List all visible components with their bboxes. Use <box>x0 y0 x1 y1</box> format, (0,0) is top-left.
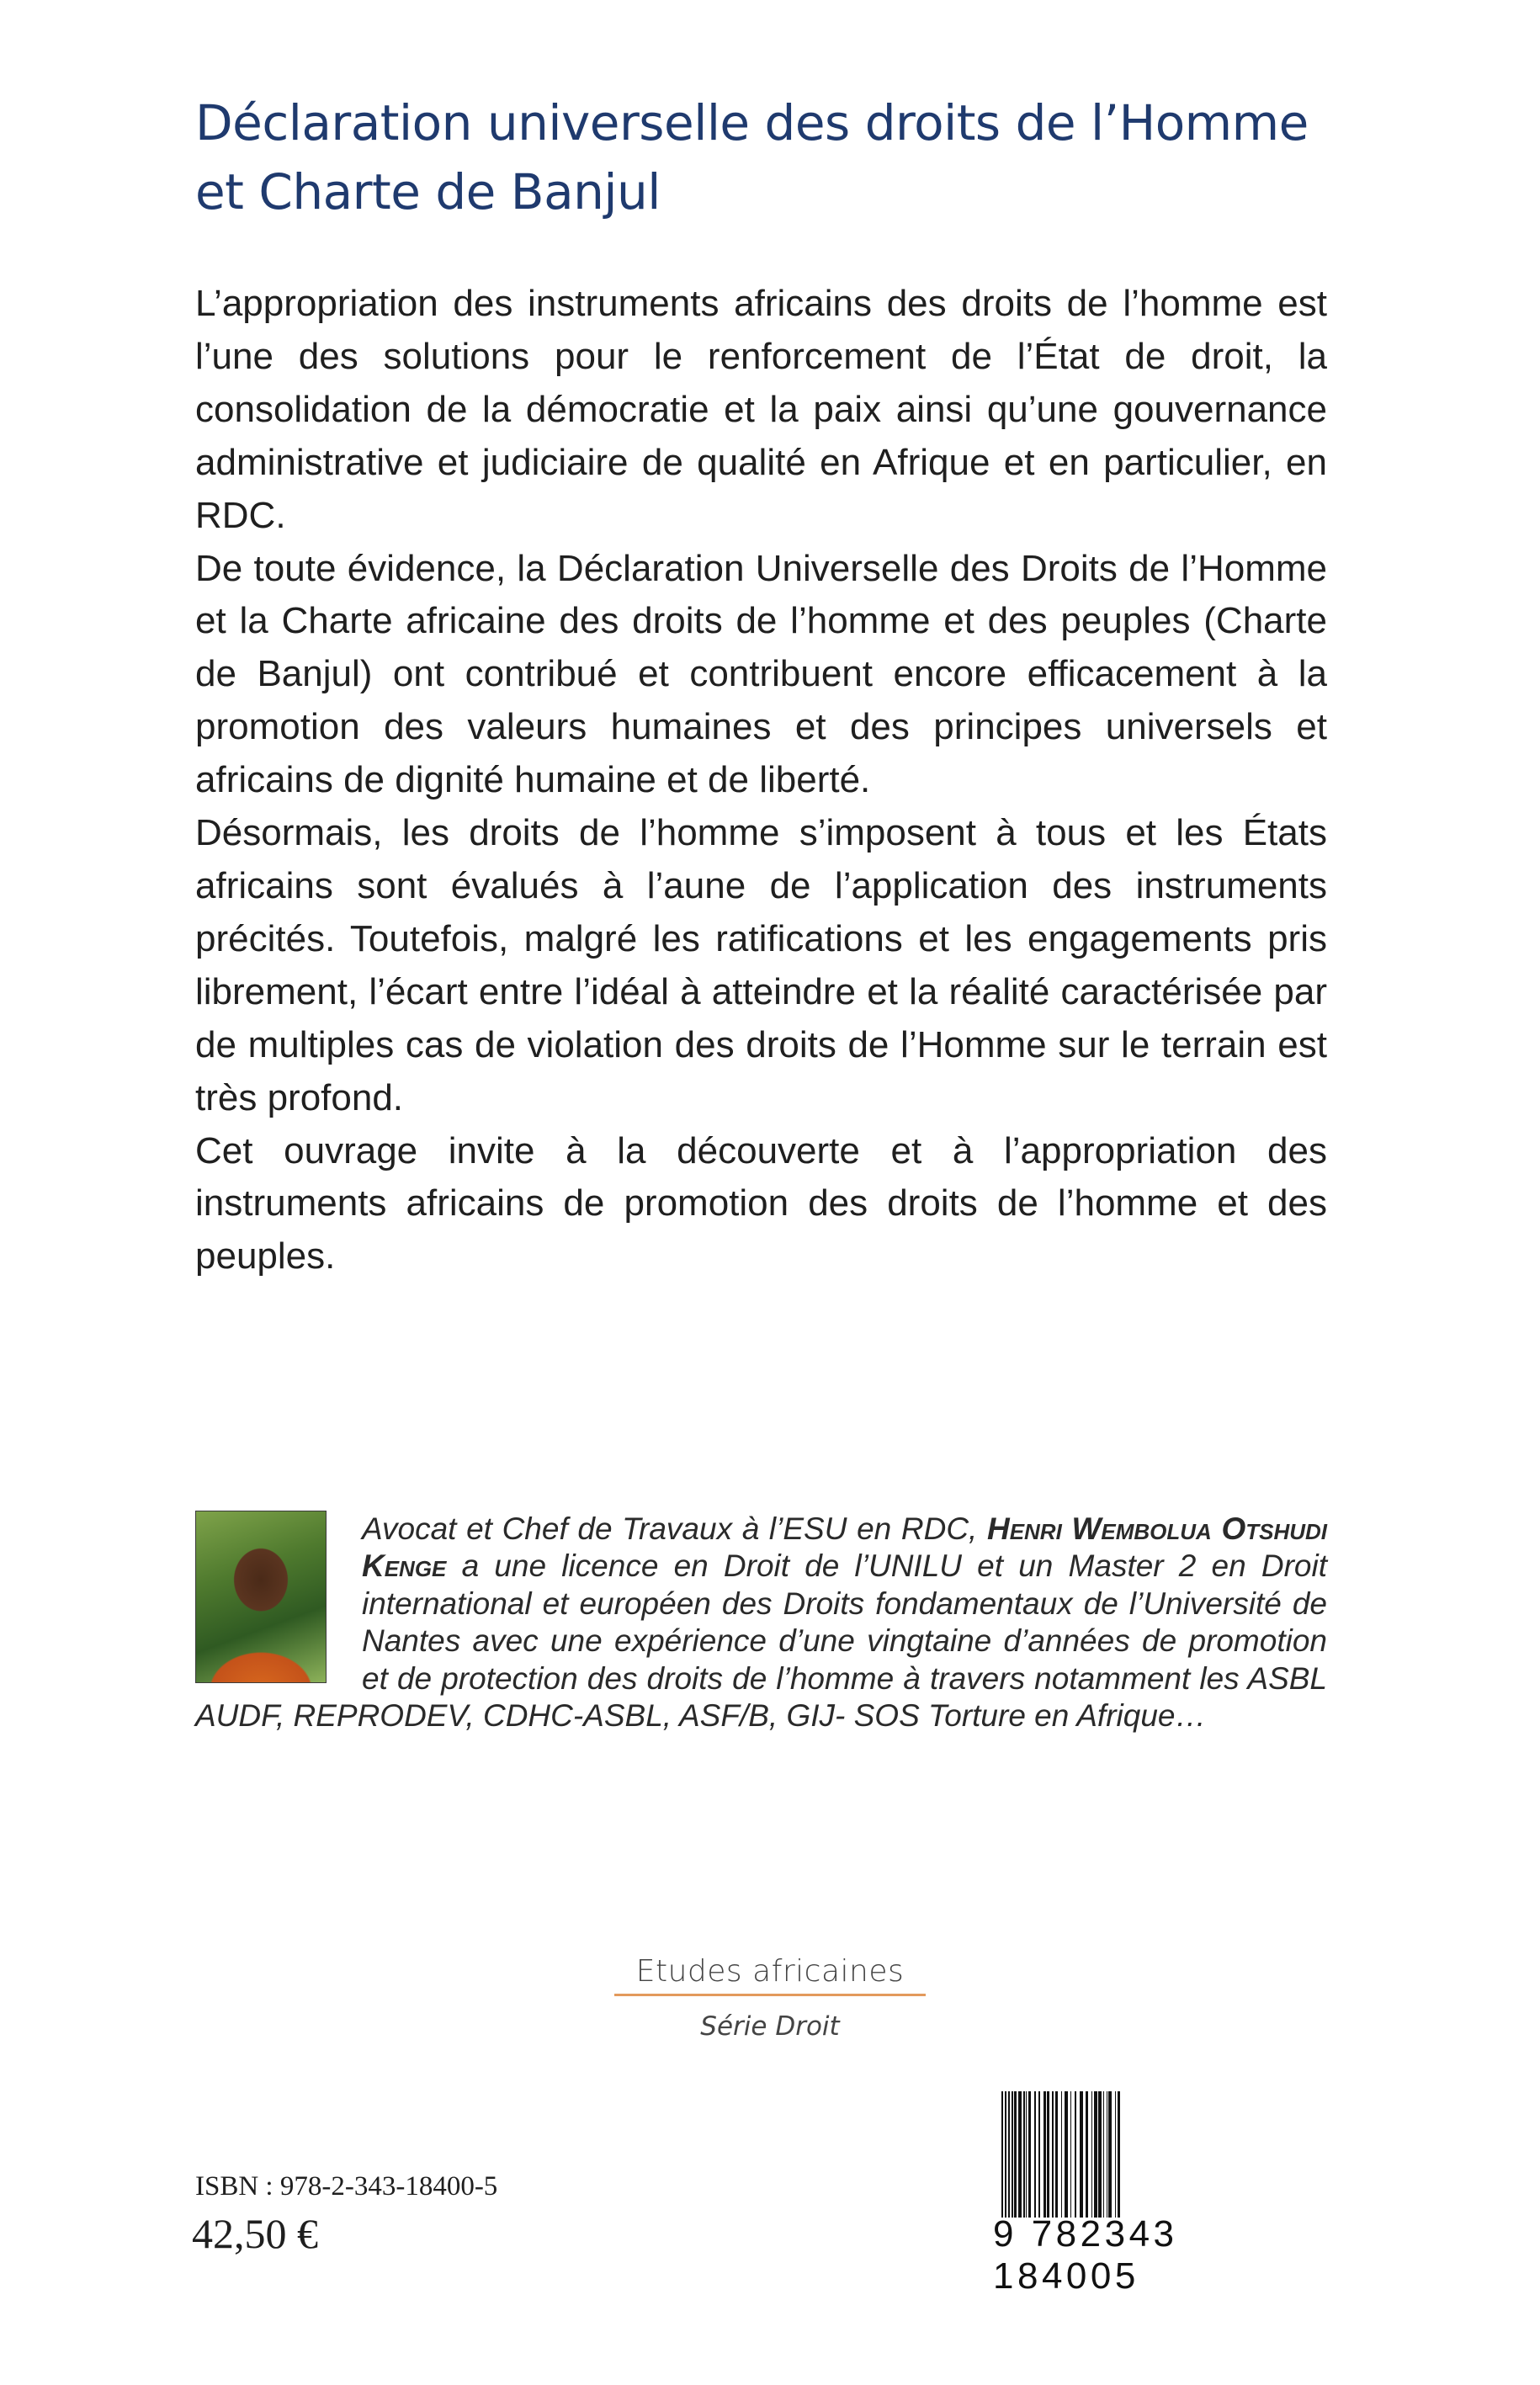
title-line-1: Déclaration universelle des droits de l’Homme <box>195 94 1309 151</box>
isbn: ISBN : 978-2-343-18400-5 <box>195 2171 498 2202</box>
summary-paragraph: De toute évidence, la Déclaration Universelle des Droits de l’Homme et la Charte africaine des droits de l’homme et des peuples (Charte de Banjul) ont contribué et contribuent encore efficacement à la promotion des valeurs humaines et des principes universels et africains de dignité humaine et de liberté. <box>195 547 1327 801</box>
title-line-2: et Charte de Banjul <box>195 163 661 220</box>
barcode-bar <box>1047 2091 1049 2218</box>
barcode-bar <box>1034 2091 1036 2218</box>
barcode-bar <box>1012 2091 1013 2218</box>
price: 42,50 € <box>192 2210 318 2257</box>
barcode-bar <box>1086 2091 1088 2218</box>
barcode-bar <box>1028 2091 1031 2218</box>
barcode-bar <box>1098 2091 1102 2218</box>
author-bio-text: a une licence en Droit de l’UNILU et un Master 2 en Droit international et européen des Droits fondamentaux de l’Université de Nantes avec une expérience d’une vingtaine d’années de promotion et de protection des droits de l’homme à travers notamment les ASBL AUDF, REPRODEV, CDHC-ASBL, ASF/B, GIJ- SOS Torture en Afrique… <box>195 1548 1327 1734</box>
barcode-bar <box>1070 2091 1071 2218</box>
summary-paragraph: Désormais, les droits de l’homme s’imposent à tous et les États africains sont évalués à l’aune de l’application des instruments précités. Toutefois, malgré les ratifications et les engagements pris librement, l’écart entre l’idéal à atteindre et la réalité caractérisée par de multiples cas de violation des droits de l’Homme sur le terrain est très profond. <box>195 812 1327 1118</box>
barcode-bar <box>1038 2091 1040 2218</box>
barcode-bar <box>1023 2091 1025 2218</box>
series-name: Etudes africaines <box>614 1954 926 1996</box>
barcode-bar <box>1018 2091 1022 2218</box>
book-title <box>195 88 1390 226</box>
barcode-bar <box>1052 2091 1054 2218</box>
barcode-bar <box>1014 2091 1017 2218</box>
barcode-bar <box>1108 2091 1112 2218</box>
barcode-bar <box>1118 2091 1120 2218</box>
series-logo <box>614 1954 926 2042</box>
barcode-bar <box>1115 2091 1116 2218</box>
barcode-digits: 9 782343 184005 <box>993 2213 1178 2297</box>
barcode-bar <box>1026 2091 1027 2218</box>
barcode-bar <box>1043 2091 1046 2218</box>
summary-paragraph: L’appropriation des instruments africains des droits de l’homme est l’une des solutions pour le renforcement de l’État de droit, la consolidation de la démocratie et la paix ainsi qu’une gouvernance administrative et judiciaire de qualité en Afrique et en particulier, en RDC. <box>195 283 1327 536</box>
author-bio <box>195 1511 1327 1734</box>
series-subtitle: Série Droit <box>700 2011 840 2042</box>
author-name: Henri Wembolua Otshudi Kenge <box>362 1511 1327 1584</box>
author-photo <box>195 1511 327 1683</box>
barcode-bar <box>1061 2091 1062 2218</box>
barcode-bar <box>1091 2091 1092 2218</box>
barcode-bar <box>1103 2091 1104 2218</box>
author-bio-intro: Avocat et Chef de Travaux à l’ESU en RDC, <box>362 1511 987 1546</box>
back-cover-summary <box>195 278 1327 1283</box>
barcode-bar <box>1080 2091 1083 2218</box>
barcode-bar <box>1055 2091 1058 2218</box>
barcode-bar <box>1075 2091 1076 2218</box>
summary-paragraph: Cet ouvrage invite à la découverte et à l’appropriation des instruments africains de promotion des droits de l’homme et des peuples. <box>195 1129 1327 1277</box>
barcode-bar <box>1094 2091 1097 2218</box>
barcode-bar <box>1065 2091 1068 2218</box>
